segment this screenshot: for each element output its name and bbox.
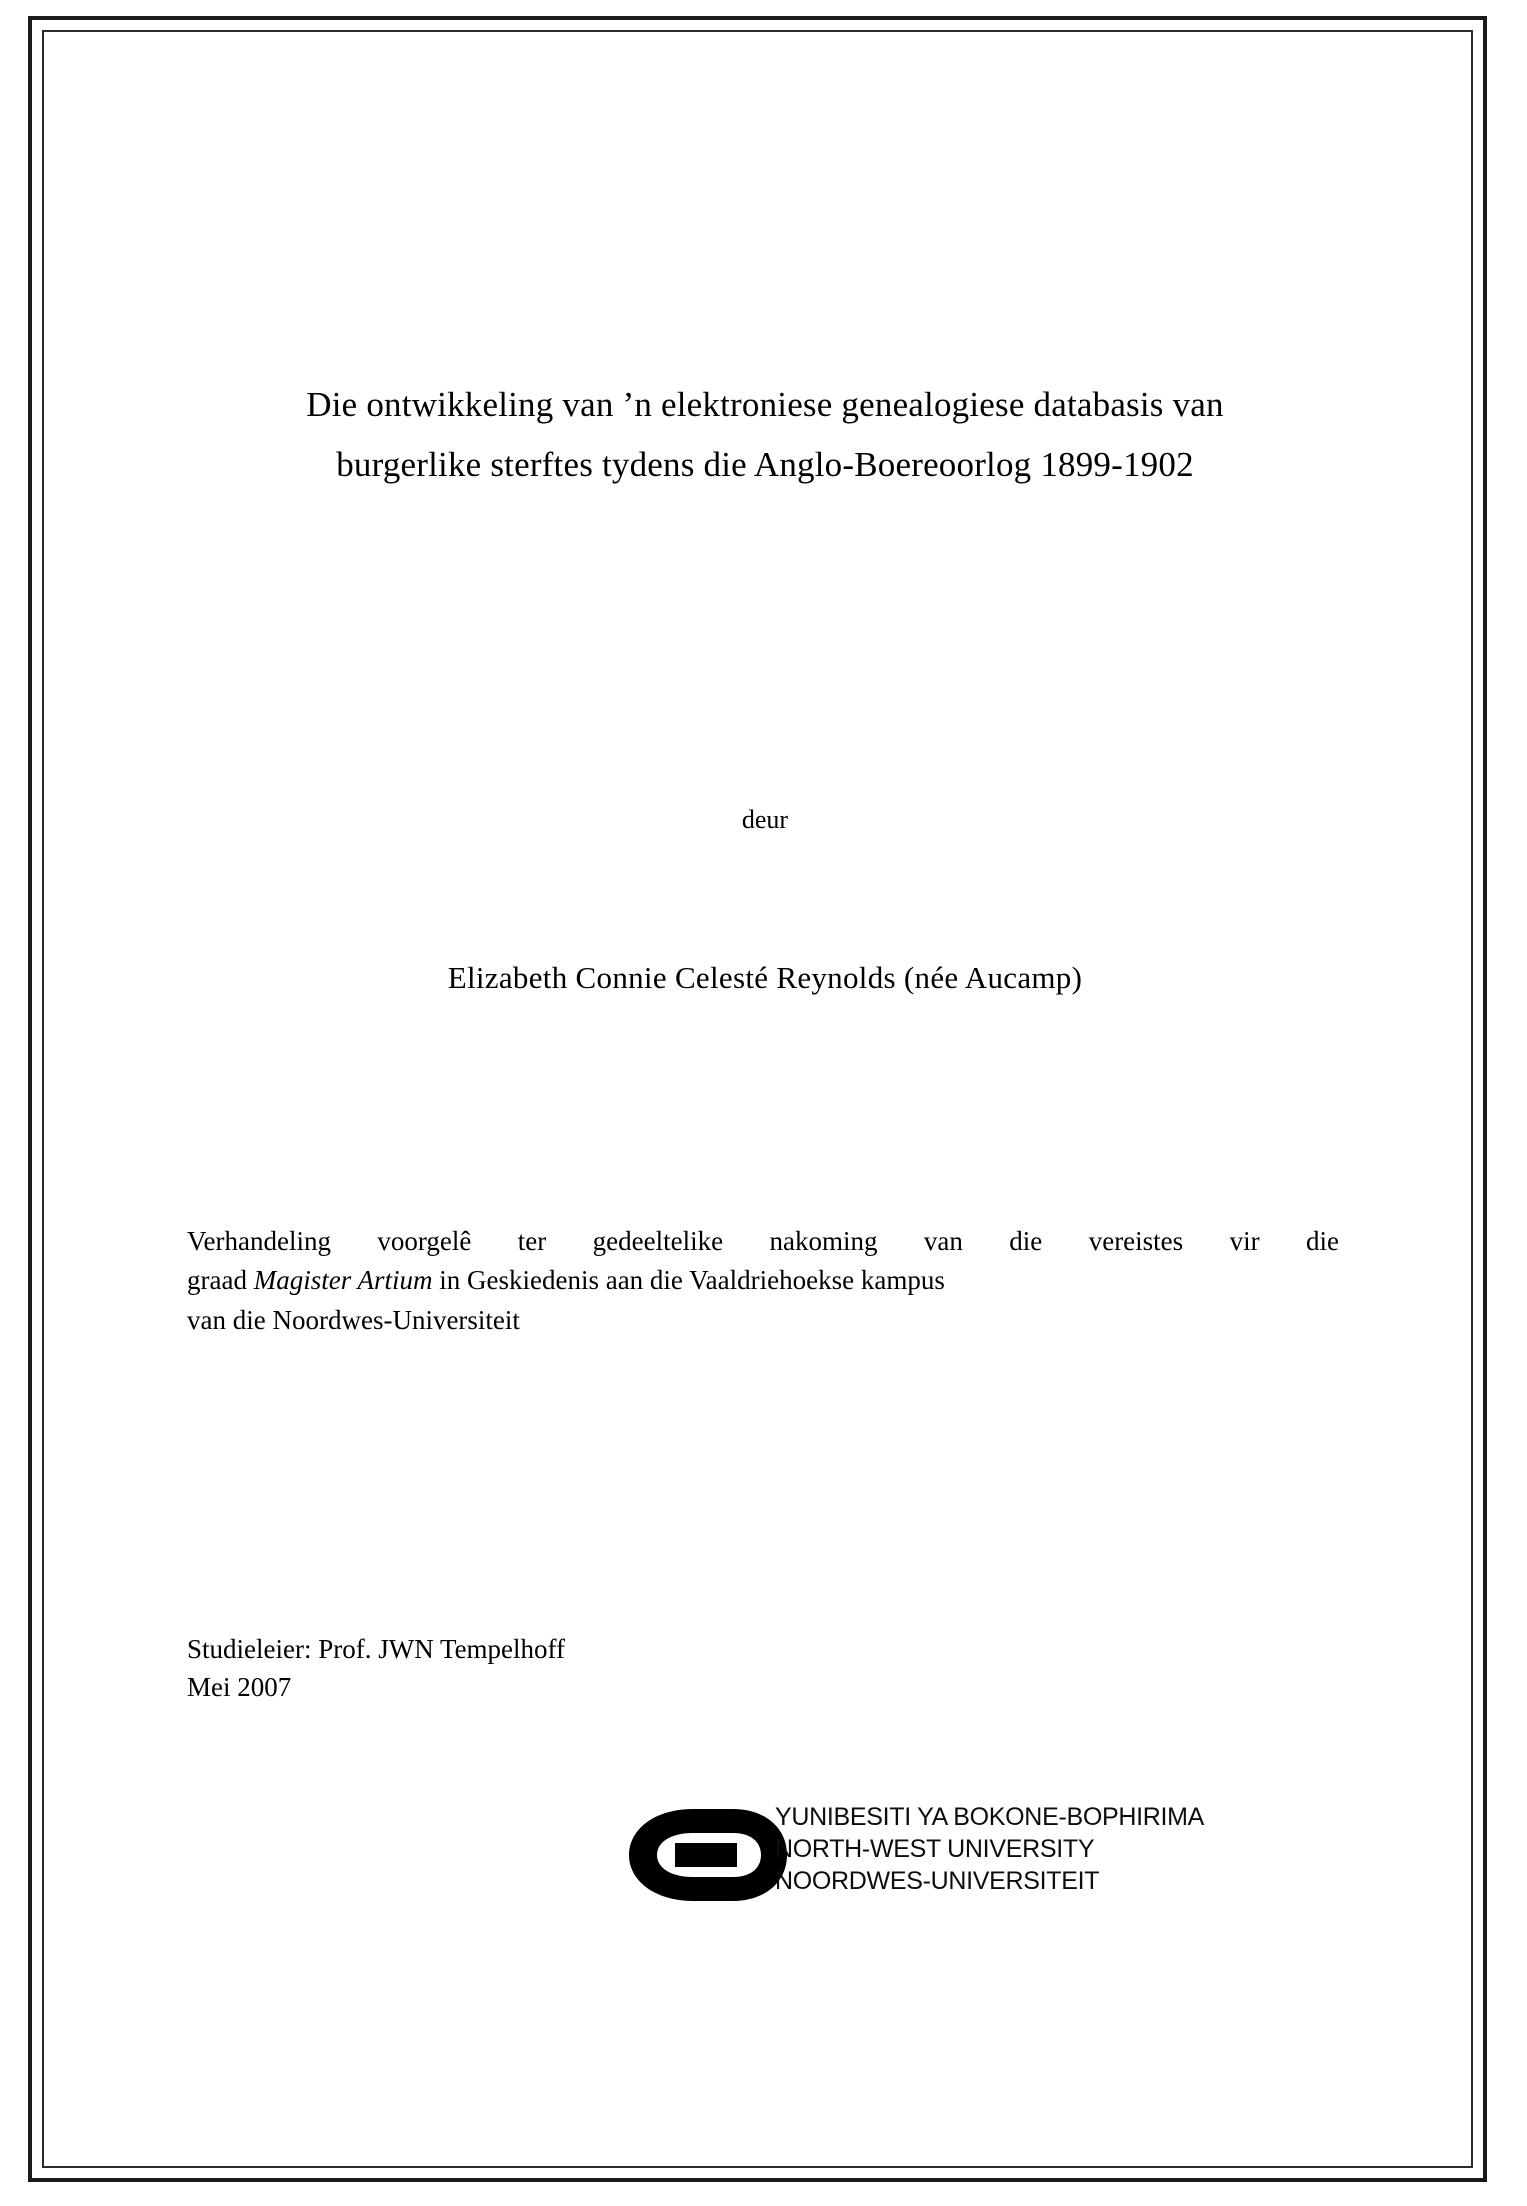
page-content [185,0,1345,2206]
degree-name: Magister Artium [253,1265,433,1296]
statement-line-1: Verhandeling voorgelê ter gedeeltelike nakoming van die vereistes vir die [187,1226,1339,1256]
logo-text-line-3: NOORDWES-UNIVERSITEIT [775,1867,1100,1895]
title-line-2: burgerlike sterftes tydens die Anglo-Boereoorlog 1899-1902 [336,445,1194,485]
author-name: Elizabeth Connie Celesté Reynolds (née Aucamp) [447,960,1083,995]
statement-line-3: van die Noordwes-Universiteit [187,1304,520,1335]
statement-line-2-pre: graad [187,1265,254,1296]
date-line: Mei 2007 [187,1672,292,1703]
degree-statement [187,1222,1339,1340]
title-line-1: Die ontwikkeling van ’n elektroniese genealogiese databasis van [306,385,1224,424]
page-title [185,375,1345,495]
university-logo-text [775,1801,1245,1897]
supervisor-line: Studieleier: Prof. JWN Tempelhoff [187,1634,566,1664]
statement-line-2-post: in Geskiedenis aan die Vaaldriehoekse kampus [432,1265,945,1296]
logo-text-line-2: NORTH-WEST UNIVERSITY [775,1835,1095,1863]
university-logo [615,1795,1255,1915]
statement-line-2 [187,1261,1339,1300]
logo-text-line-1: YUNIBESITI YA BOKONE-BOPHIRIMA [775,1803,1205,1831]
supervisor-and-date [187,1630,1087,1707]
byline-label: deur [741,805,789,834]
